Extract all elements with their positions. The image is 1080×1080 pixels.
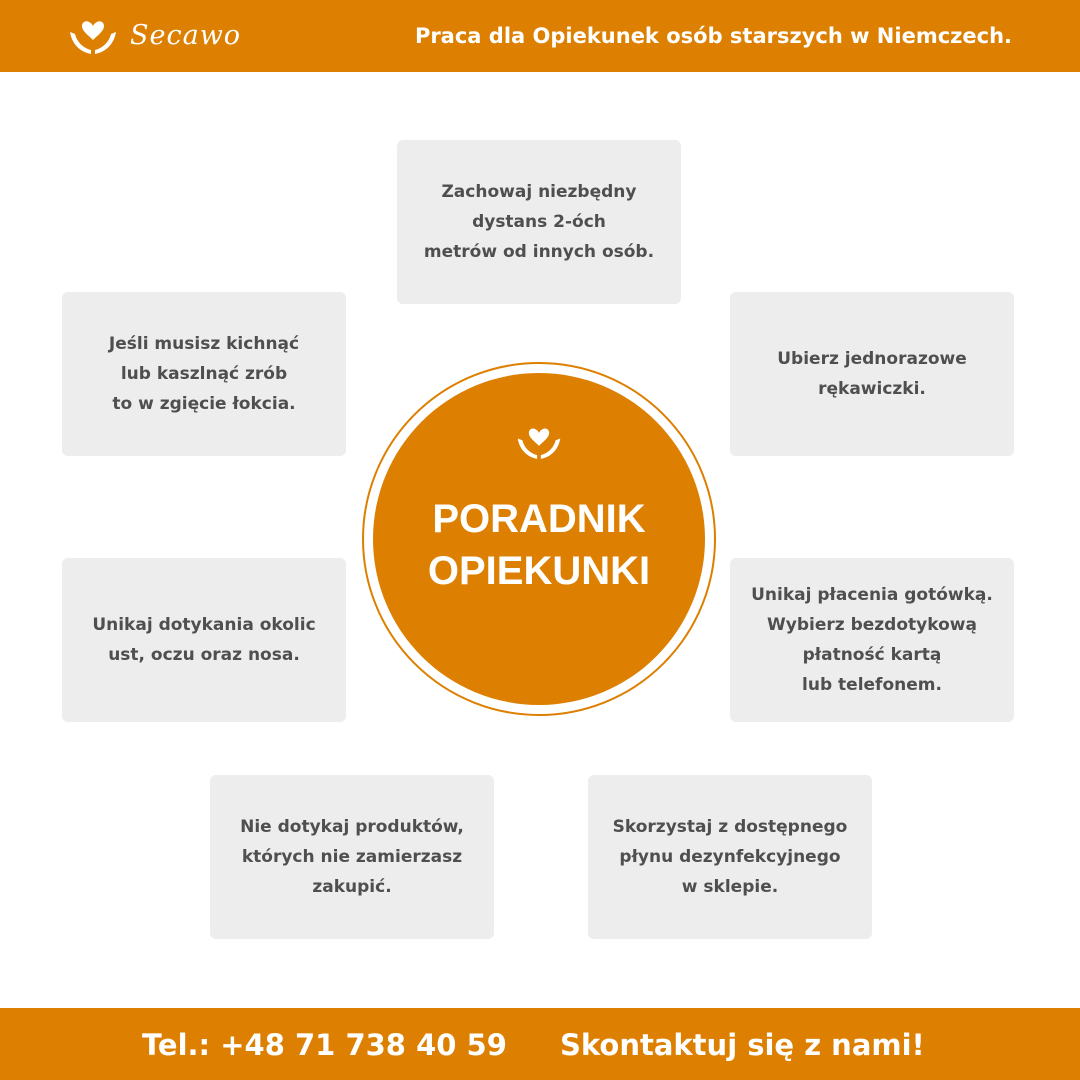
tip-card-distance [397, 140, 681, 304]
tip-text: Unikaj dotykania okolic ust, oczu oraz nosa. [92, 615, 316, 665]
phone-number[interactable]: Tel.: +48 71 738 40 59 [142, 1028, 507, 1062]
heart-hands-icon [514, 423, 564, 465]
tip-text: Skorzystaj z dostępnego płynu dezynfekcyjnego w sklepie. [612, 817, 848, 897]
tip-card-sneeze [62, 292, 346, 456]
heart-hands-icon [66, 18, 120, 58]
guide-title: PORADNIK OPIEKUNKI [427, 497, 651, 593]
tip-card-disinfectant [588, 775, 872, 939]
header-tagline: Praca dla Opiekunek osób starszych w Niemczech. [414, 24, 1012, 48]
tip-text: Zachowaj niezbędny dystans 2-óch metrów od innych osób. [423, 182, 655, 262]
brand-name: Secawo [130, 20, 242, 51]
tip-card-gloves [730, 292, 1014, 456]
footer-bar [0, 1008, 1080, 1080]
tip-card-face [62, 558, 346, 722]
tip-card-payment [730, 558, 1014, 722]
tip-text: Jeśli musisz kichnąć lub kaszlnąć zrób to w zgięcie łokcia. [108, 334, 300, 414]
tip-card-products [210, 775, 494, 939]
tip-text: Nie dotykaj produktów, których nie zamierzasz zakupić. [240, 817, 464, 897]
tip-text: Ubierz jednorazowe rękawiczki. [777, 349, 967, 399]
header-bar [0, 0, 1080, 72]
contact-cta[interactable]: Skontaktuj się z nami! [560, 1028, 925, 1062]
tip-text: Unikaj płacenia gotówką. Wybierz bezdotykową płatność kartą lub telefonem. [751, 585, 993, 695]
center-circle [373, 373, 705, 705]
